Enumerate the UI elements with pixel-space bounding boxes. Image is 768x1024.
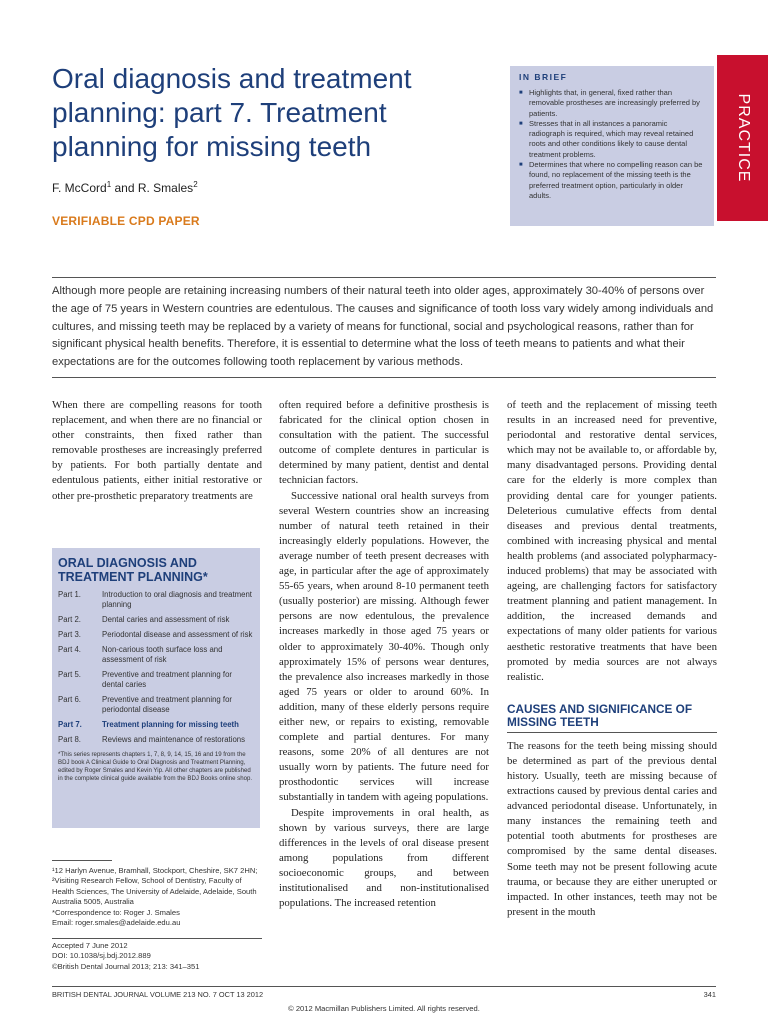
doi: DOI: 10.1038/sj.bdj.2012.889 <box>52 951 151 961</box>
author-2-affil: 2 <box>193 180 198 189</box>
part-number: Part 4. <box>58 645 81 654</box>
series-part-current <box>58 720 254 730</box>
journal-info: BRITISH DENTAL JOURNAL VOLUME 213 NO. 7 OCT 13 2012 <box>52 990 264 999</box>
part-number: Part 7. <box>58 720 82 729</box>
citation: ©British Dental Journal 2013; 213: 341–351 <box>52 961 200 971</box>
publication-info <box>52 938 262 972</box>
abstract-top-rule <box>52 277 716 278</box>
series-part <box>58 695 254 715</box>
abstract-bottom-rule <box>52 377 716 378</box>
abstract: Although more people are retaining increasing numbers of their natural teeth into older ages, approximately 30-40% of persons over the age of 75 years in Western countries are edentulous. The causes and significance of tooth loss vary widely among individuals and cultures, and missing teeth may be replaced by a variety of means for functional, social and psychological reasons, rather than for significant physical health benefits. Therefore, it is essential to determine what the loss of teeth means to patients and what their expectations are for the outcomes following tooth replacement by various methods. <box>52 285 714 369</box>
column-1 <box>52 398 262 504</box>
part-number: Part 3. <box>58 630 81 639</box>
in-brief-item: ■ Determines that where no compelling reason can be found, no replacement of the missing teeth is the preferred treatment option, particularly in older adults. <box>519 160 705 201</box>
correspondence: *Correspondence to: Roger J. Smales <box>52 907 180 917</box>
in-brief-item: ■ Stresses that in all instances a panoramic radiograph is required, which may reveal retained roots and other conditions likely to cause dental treatment problems. <box>519 119 705 160</box>
part-label: Preventive and treatment planning for periodontal disease <box>102 695 233 714</box>
part-label: Periodontal disease and assessment of risk <box>102 630 253 639</box>
part-label: Treatment planning for missing teeth <box>102 720 239 729</box>
footnotes <box>52 866 262 928</box>
cpd-label: VERIFIABLE CPD PAPER <box>52 214 200 228</box>
part-number: Part 1. <box>58 590 81 599</box>
in-brief-heading: IN BRIEF <box>519 72 568 82</box>
section-heading: CAUSES AND SIGNIFICANCE OF MISSING TEETH <box>507 703 717 733</box>
author-1-affil: 1 <box>106 180 112 189</box>
part-label: Reviews and maintenance of restorations <box>102 735 246 744</box>
journal-footer <box>52 986 716 999</box>
series-box <box>52 548 260 828</box>
author-2: and R. Smales <box>111 181 194 195</box>
series-part <box>58 735 254 745</box>
part-label: Dental caries and assessment of risk <box>102 615 230 624</box>
body-paragraph: When there are compelling reasons for tooth replacement, and when there are no financial or other constraints, then fixed rather than removable prostheses are increasingly preferred by patients. For both partially dentate and edentulous patients, either initial restorative or other pre-prosthetic preparatory treatments are <box>52 399 262 502</box>
accepted-date: Accepted 7 June 2012 <box>52 941 128 950</box>
part-label: Non-carious tooth surface loss and assessment of risk <box>102 645 223 664</box>
column-2 <box>279 398 489 911</box>
section-tab-label: PRACTICE <box>734 93 752 183</box>
series-part <box>58 670 254 690</box>
section-tab <box>717 55 768 221</box>
series-title: ORAL DIAGNOSIS AND TREATMENT PLANNING* <box>58 556 208 584</box>
part-number: Part 8. <box>58 735 81 744</box>
body-paragraph: of teeth and the replacement of missing teeth results in an increased need for preventive, periodontal and restorative dental services, which may not be available to, or affordable by, many disadvantaged persons. Providing dental care for the elderly is more complex than providing dental care for younger patients. Deleterious cumulative effects from dental diseases and previous dental treatments, combined with increasing physical and mental health problems (and associated polypharmacy-induced problems) that may be associated with ageing, are challenging factors for satisfactory treatment planning and patient management. In addition, the increased demands and expectations of many older patients for various aesthetic restorative treatments that have been promoted by media sources are not always realistic. <box>507 399 717 683</box>
series-note: *This series represents chapters 1, 7, 8, 9, 14, 15, 16 and 19 from the BDJ book A Clinical Guide to Oral Diagnosis and Treatment Planning, edited by Roger Smales and Kevin Yip. All other chapters are published in the complete clinical guide available from the BDJ Books online shop. <box>58 751 253 782</box>
author-1: F. McCord <box>52 181 107 195</box>
footnote-rule <box>52 860 112 861</box>
series-part <box>58 645 254 665</box>
affiliations: ¹12 Harlyn Avenue, Bramhall, Stockport, Cheshire, SK7 2HN; ²Visiting Research Fellow, School of Dentistry, Faculty of Health Sciences, The University of Adelaide, Adelaide, South Australia 5005, Australia <box>52 866 258 907</box>
series-part <box>58 590 254 610</box>
body-paragraph: Successive national oral health surveys from several Western countries show an increasing number of natural teeth retained in their increasingly elderly populations. However, the average number of teeth present decreases with age, in particular after the age of approximately 55-65 years, when around 8-10 permanent teeth (usually posterior) are missing. Although fewer persons are now edentulous, the prevalence increases markedly in those aged 75 years or older to approximately 30-40%. Though only approximately 15% of persons wear dentures, the prevalence also increases markedly in those aged 75 years or older to around 60%. In addition, many of these elderly persons require either new, or repairs to existing, removable complete and partial dentures. For many reasons, some 20% of all dentures are not usually worn by patients. The future need for prosthodontic services will increase substantially in tandem with ageing populations. <box>279 489 489 804</box>
authors <box>52 180 198 195</box>
email: Email: roger.smales@adelaide.edu.au <box>52 918 181 928</box>
in-brief-box <box>510 66 714 226</box>
part-label: Preventive and treatment planning for dental caries <box>102 670 233 689</box>
part-number: Part 6. <box>58 695 81 704</box>
series-part <box>58 615 254 625</box>
copyright: © 2012 Macmillan Publishers Limited. All rights reserved. <box>288 1004 480 1013</box>
part-number: Part 5. <box>58 670 81 679</box>
column-3 <box>507 398 717 920</box>
in-brief-list <box>519 88 705 201</box>
article-title: Oral diagnosis and treatment planning: part 7. Treatment planning for missing teeth <box>52 63 412 162</box>
part-number: Part 2. <box>58 615 81 624</box>
body-paragraph: Despite improvements in oral health, as shown by various surveys, there are large differences in the levels of oral disease present among populations from different socioeconomic groups, and between institutionalised and non-institutionalised populations. The increased retention <box>279 806 489 910</box>
series-part <box>58 630 254 640</box>
page-number: 341 <box>703 990 716 999</box>
in-brief-item: ■ Highlights that, in general, fixed rather than removable prostheses are increasingly preferred by patients. <box>519 88 705 119</box>
part-label: Introduction to oral diagnosis and treatment planning <box>102 590 252 609</box>
body-paragraph: The reasons for the teeth being missing should be determined as part of the previous dental history. Usually, teeth are missing because of extractions caused by previous dental caries and advanced periodontal disease. Unfortunately, in many instances the remaining teeth and potential tooth abutments for prostheses are compromised by the same dental diseases. Some teeth may not be present following acute trauma, or because they are either unerupted or impacted. In other instances, teeth may not be present in the mouth <box>507 739 717 918</box>
body-paragraph: often required before a definitive prosthesis is fabricated for the clinical option chosen in consultation with the patient. The successful outcome of complete dentures in particular is determined by many patient, dentist and dental technician factors. <box>279 399 489 487</box>
